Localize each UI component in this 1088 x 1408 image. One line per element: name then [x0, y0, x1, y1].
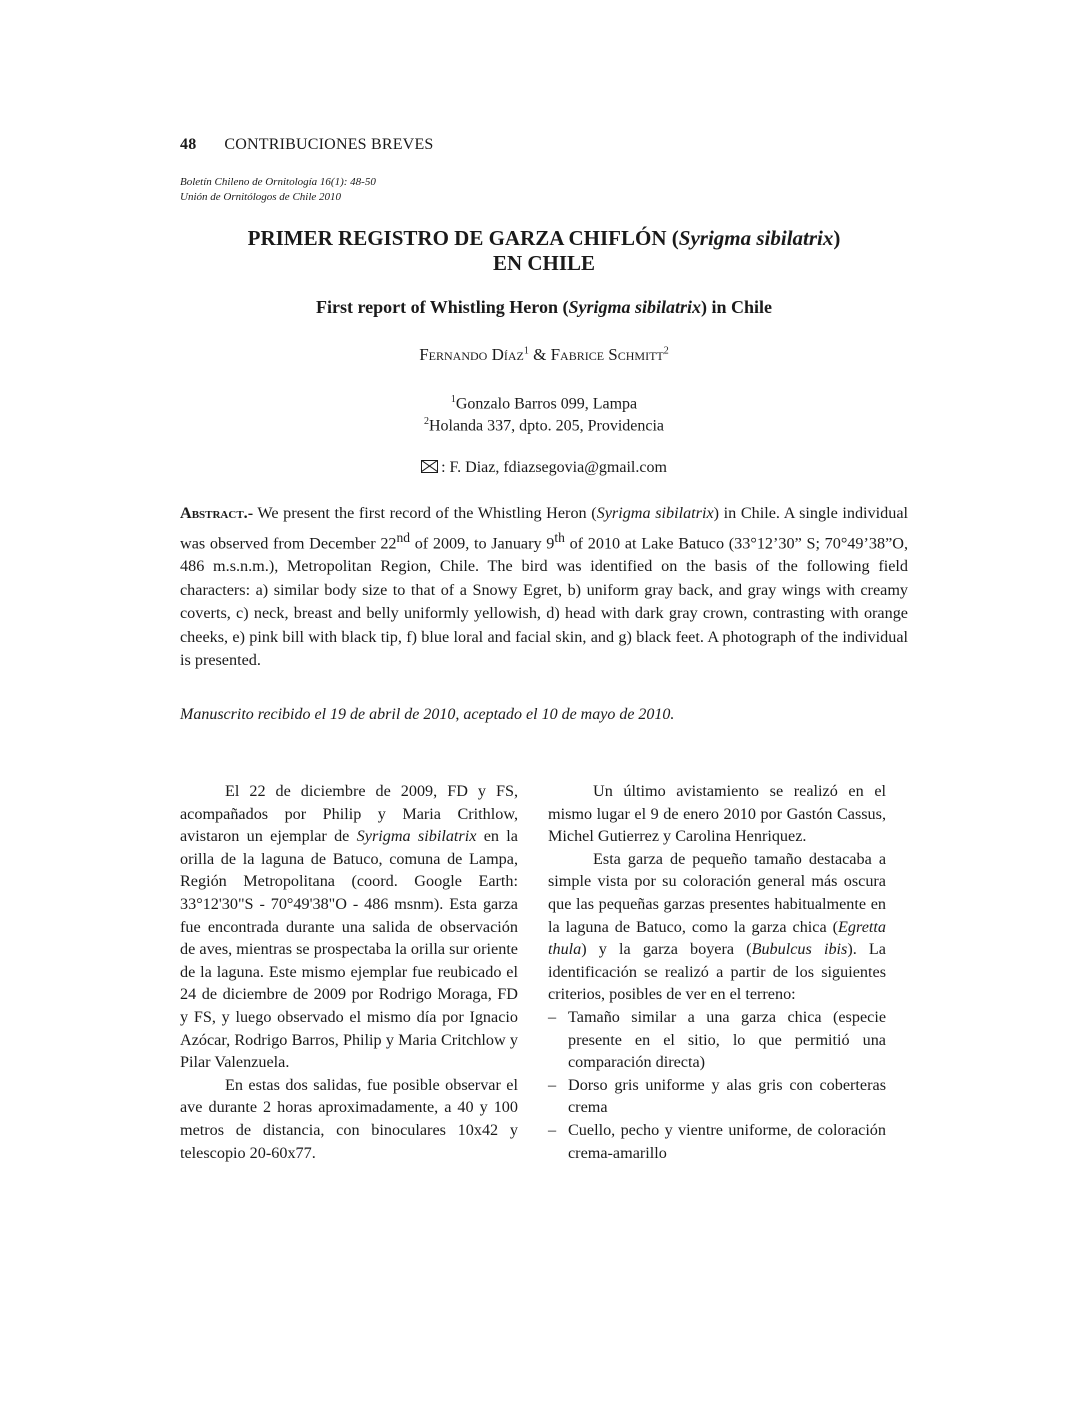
body-paragraph: En estas dos salidas, fue posible observar el ave durante 2 horas aproximadamente, a 40 y 100 metros de distancia, con binoculares 10x42 y telescopio 20-60x77.: [180, 1075, 518, 1162]
running-header: [180, 136, 434, 154]
section-title: CONTRIBUCIONES BREVES: [224, 136, 434, 153]
body-paragraph: [180, 780, 518, 1074]
affiliation-2: [180, 416, 908, 435]
species-name: Syrigma sibilatrix: [356, 827, 477, 846]
subtitle-text: First report of Whistling Heron (: [315, 297, 569, 317]
author-2-affiliation-mark: 2: [663, 345, 669, 357]
title-species: Syrigma sibilatrix: [678, 226, 834, 250]
title-line-2: EN CHILE: [492, 251, 596, 275]
abstract-text: of 2009, to January 9: [410, 533, 555, 552]
paragraph-text: El 22 de diciembre de 2009, FD y FS, acompañados por Philip y Maria Crithlow, avistaron un ejemplar de: [180, 782, 518, 846]
subtitle-text-end: ) in Chile: [701, 297, 773, 317]
paragraph-text: ). La identificación se realizó a partir de los siguientes criterios, posibles de ver en el terreno:: [548, 940, 886, 1004]
body-paragraph: [548, 848, 886, 1006]
author-1-affiliation-mark: 1: [523, 345, 529, 357]
title-text: PRIMER REGISTRO DE GARZA CHIFLÓN (: [247, 226, 679, 250]
paragraph-text: ) y la garza boyera (: [581, 940, 752, 959]
journal-citation: [180, 175, 376, 205]
ordinal-suffix: th: [554, 529, 565, 545]
author-1: Fernando Díaz: [419, 345, 524, 364]
journal-line-2: Unión de Ornitólogos de Chile 2010: [180, 191, 342, 203]
ordinal-suffix: nd: [396, 529, 411, 545]
affiliation-text: Holanda 337, dpto. 205, Providencia: [428, 417, 665, 435]
criteria-list: [548, 1006, 886, 1164]
received-note: Manuscrito recibido el 19 de abril de 2010, aceptado el 10 de mayo de 2010.: [180, 706, 675, 723]
abstract-text: of 2010 at Lake Batuco (33°12’30” S; 70°49’38”O, 486 m.s.n.m.), Metropolitan Region, Chile. The bird was identified on the basis of the following field characters: a) similar body size to that of a Snowy Egret, b) uniform gray back, and gray wings with creamy coverts, c) neck, breast and belly uniformly yellowish, d) head with dark gray crown, contrasting with orange cheeks, e) pink bill with black tip, f) blue loral and facial skin, and g) black feet. A photograph of the individual is presented.: [180, 533, 908, 670]
title-text-end: ): [833, 226, 841, 250]
body-column-left: [180, 780, 518, 1164]
author-2: Fabrice Schmitt: [550, 345, 664, 364]
abstract-species: Syrigma sibilatrix: [596, 504, 714, 522]
list-item: – Cuello, pecho y vientre uniforme, de coloración crema-amarillo: [548, 1119, 886, 1164]
contact-text[interactable]: : F. Diaz, fdiazsegovia@gmail.com: [441, 459, 667, 476]
list-item: – Dorso gris uniforme y alas gris con coberteras crema: [548, 1074, 886, 1119]
paragraph-text: Esta garza de pequeño tamaño destacaba a simple vista por su coloración general más oscura que las pequeñas garzas presentes habitualmente en la laguna de Batuco, como la garza chica (: [548, 849, 886, 936]
page-number: 48: [180, 136, 197, 153]
contact-email: [180, 459, 908, 477]
author-separator: &: [528, 345, 551, 364]
affiliation-mark: 2: [423, 416, 429, 427]
body-column-right: [548, 780, 886, 1164]
species-name: Bubulcus ibis: [751, 940, 848, 959]
abstract-text: We present the first record of the Whistling Heron (: [253, 504, 597, 522]
author-line: [180, 345, 908, 365]
affiliation-1: [180, 394, 908, 413]
affiliation-text: Gonzalo Barros 099, Lampa: [455, 395, 638, 413]
abstract-text: ) in Chile. A single individual was observed from December 22: [180, 504, 909, 552]
abstract: [180, 502, 908, 673]
subtitle-species: Syrigma sibilatrix: [568, 297, 701, 317]
paragraph-text: en la orilla de la laguna de Batuco, comuna de Lampa, Región Metropolitana (coord. Google Earth: 33°12'30"S - 70°49'38"O - 486 msnm). Esta garza fue encontrada durante una salida de observación de aves, mientras se prospectaba la orilla sur oriente de la laguna. Este mismo ejemplar fue reubicado el 24 de diciembre de 2009 por Rodrigo Moraga, FD y FS, y luego observado el mismo día por Ignacio Azócar, Rodrigo Barros, Philip y Maria Critchlow y Pilar Valenzuela.: [180, 827, 518, 1072]
english-title: [180, 297, 908, 318]
abstract-heading: Abstract.-: [180, 504, 254, 522]
species-name: Egretta thula: [548, 917, 886, 959]
envelope-icon: [421, 460, 438, 473]
article-title: [180, 226, 908, 276]
affiliation-mark: 1: [450, 394, 456, 405]
body-paragraph: Un último avistamiento se realizó en el mismo lugar el 9 de enero 2010 por Gastón Cassus, Michel Gutierrez y Carolina Henriquez.: [548, 782, 886, 846]
journal-line-1: Boletín Chileno de Ornitología 16(1): 48-50: [180, 176, 376, 188]
list-item: – Tamaño similar a una garza chica (especie presente en el sitio, lo que permitió una comparación directa): [548, 1006, 886, 1074]
